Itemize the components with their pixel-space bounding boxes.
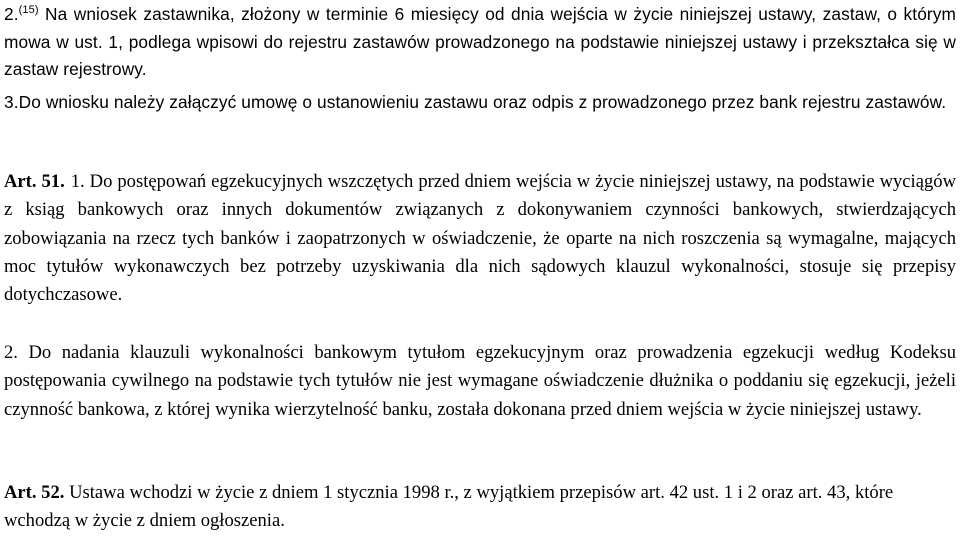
article-51-ust-2 (4, 339, 956, 424)
article-51-heading: Art. 51. (4, 171, 65, 192)
paragraph-2-number: 2. (4, 4, 19, 24)
article-52 (4, 479, 956, 536)
article-51-ust-1-number: 1. (70, 171, 85, 192)
paragraph-3-text: Do wniosku należy załączyć umowę o ustanowieniu zastawu oraz odpis z prowadzonego przez bank rejestru zastawów. (18, 92, 947, 112)
article-52-heading: Art. 52. (4, 482, 65, 503)
article-51-ust-2-text: Do nadania klauzuli wykonalności bankowym tytułom egzekucyjnym oraz prowadzenia egzekucji według Kodeksu postępowania cywilnego na podstawie tych tytułów nie jest wymagane oświadczenie dłużnika o poddaniu się egzekucji, jeżeli czynność bankowa, z której wynika wierzytelność banku, została dokonana przed dniem wejścia w życie niniejszej ustawy. (4, 342, 956, 420)
footnote-marker: (15) (18, 4, 39, 16)
article-51-ust-1 (4, 168, 956, 309)
article-52-text: Ustawa wchodzi w życie z dniem 1 stycznia 1998 r., z wyjątkiem przepisów art. 42 ust. 1 i 2 oraz art. 43, które wchodzą w życie z dniem ogłoszenia. (4, 482, 894, 532)
paragraph-2-text: Na wniosek zastawnika, złożony w terminie 6 miesięcy od dnia wejścia w życie niniejszej ustawy, zastaw, o którym mowa w ust. 1, podlega wpisowi do rejestru zastawów prowadzonego na podstawie niniejszej ustawy i przekształca się w zastaw rejestrowy. (4, 4, 956, 79)
paragraph-3 (4, 89, 956, 117)
article-51-ust-2-number: 2. (4, 342, 18, 363)
paragraph-2 (4, 1, 956, 84)
article-51-ust-1-text: Do postępowań egzekucyjnych wszczętych przed dniem wejścia w życie niniejszej ustawy, na podstawie wyciągów z ksiąg bankowych oraz innych dokumentów związanych z dokonywaniem czynności bankowych, stwierdzających zobowiązania na rzecz tych banków i zaopatrzonych w oświadczenie, że oparte na nich roszczenia są wymagalne, mających moc tytułów wykonawczych bez potrzeby uzyskiwania dla nich sądowych klauzul wykonalności, stosuje się przepisy dotychczasowe. (4, 171, 956, 306)
document-page (4, 0, 956, 535)
paragraph-3-number: 3. (4, 92, 19, 112)
